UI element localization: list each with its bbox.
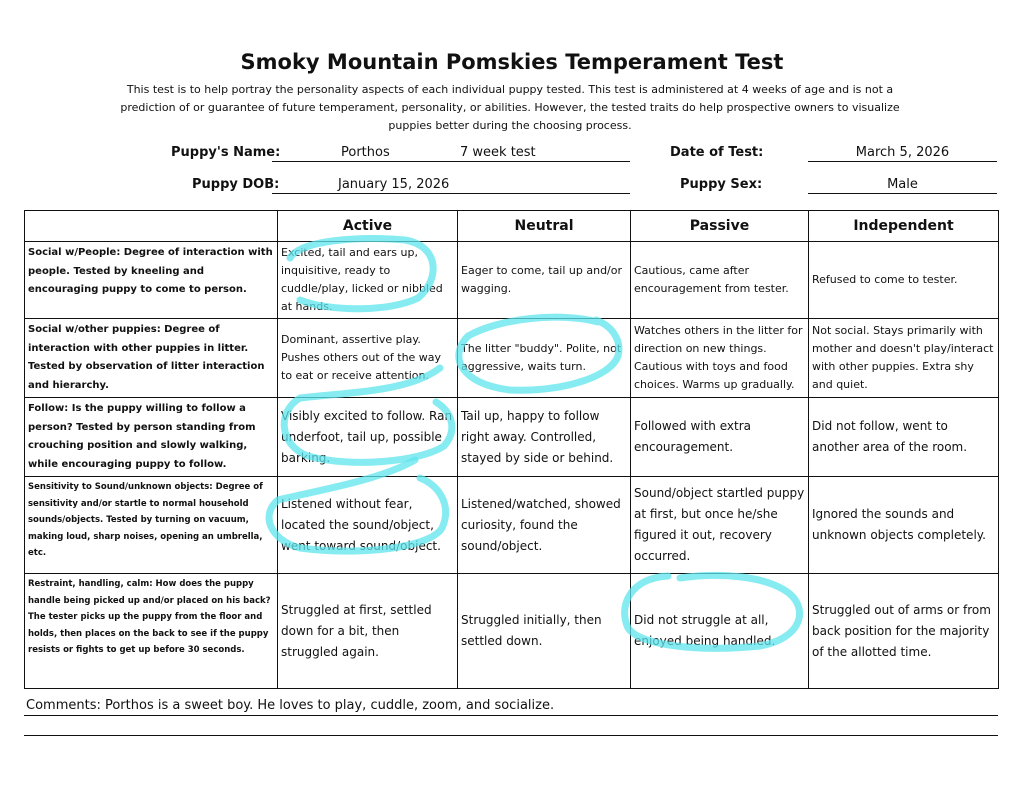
- criterion-social-puppies: Social w/other puppies: Degree of interaction with other puppies in litter. Tested by observation of litter interaction and hierarchy.: [25, 319, 278, 398]
- cell-neutral[interactable]: Struggled initially, then settled down.: [458, 574, 631, 689]
- puppy-dob-value: January 15, 2026: [338, 177, 450, 192]
- cell-passive[interactable]: Watches others in the litter for direction on new things. Cautious with toys and food choices. Warms up gradually.: [631, 319, 809, 398]
- cell-active[interactable]: Dominant, assertive play. Pushes others out of the way to eat or receive attention.: [278, 319, 458, 398]
- cell-neutral[interactable]: Eager to come, tail up and/or wagging.: [458, 242, 631, 319]
- date-of-test-value: March 5, 2026: [855, 145, 950, 160]
- puppy-sex-label: Puppy Sex:: [680, 177, 763, 192]
- puppy-dob-label: Puppy DOB:: [192, 177, 280, 192]
- date-of-test-field[interactable]: [808, 143, 997, 162]
- puppy-name-field[interactable]: [272, 143, 630, 162]
- cell-neutral[interactable]: Listened/watched, showed curiosity, found the sound/object.: [458, 477, 631, 574]
- column-header-independent: Independent: [809, 211, 999, 242]
- table-row: [25, 574, 999, 689]
- puppy-sex-field[interactable]: [808, 175, 997, 194]
- comments-line-2[interactable]: [24, 735, 998, 736]
- criterion-sensitivity: Sensitivity to Sound/unknown objects: Degree of sensitivity and/or startle to normal household sounds/objects. Tested by turning on vacuum, making loud, sharp noises, opening an umbrella, etc.: [25, 477, 278, 574]
- cell-passive[interactable]: Did not struggle at all, enjoyed being handled.: [631, 574, 809, 689]
- puppy-dob-field[interactable]: [272, 175, 630, 194]
- table-row: [25, 242, 999, 319]
- criterion-follow: Follow: Is the puppy willing to follow a person? Tested by person standing from crouching position and slowly walking, while encouraging puppy to follow.: [25, 398, 278, 477]
- temperament-table: [24, 210, 999, 689]
- column-header-passive: Passive: [631, 211, 809, 242]
- header-blank: [25, 211, 278, 242]
- criterion-social-people: Social w/People: Degree of interaction with people. Tested by kneeling and encouraging puppy to come to person.: [25, 242, 278, 319]
- table-row: [25, 398, 999, 477]
- cell-active[interactable]: Struggled at first, settled down for a bit, then struggled again.: [278, 574, 458, 689]
- comments-text: Comments: Porthos is a sweet boy. He loves to play, cuddle, zoom, and socialize.: [26, 698, 555, 713]
- criterion-restraint: Restraint, handling, calm: How does the puppy handle being picked up and/or placed on his back? The tester picks up the puppy from the floor and holds, then places on the back to see if the puppy resists or fights to get up before 30 seconds.: [25, 574, 278, 689]
- cell-passive[interactable]: Followed with extra encouragement.: [631, 398, 809, 477]
- puppy-name-value: Porthos: [341, 145, 390, 160]
- test-note-value: 7 week test: [460, 145, 536, 160]
- header-row: [25, 211, 999, 242]
- cell-neutral[interactable]: The litter "buddy". Polite, not aggressive, waits turn.: [458, 319, 631, 398]
- cell-independent[interactable]: Refused to come to tester.: [809, 242, 999, 319]
- table-row: [25, 319, 999, 398]
- page-title: Smoky Mountain Pomskies Temperament Test: [240, 50, 784, 74]
- cell-active[interactable]: Listened without fear, located the sound/object, went toward sound/object.: [278, 477, 458, 574]
- cell-independent[interactable]: Struggled out of arms or from back position for the majority of the allotted time.: [809, 574, 999, 689]
- cell-passive[interactable]: Sound/object startled puppy at first, but once he/she figured it out, recovery occurred.: [631, 477, 809, 574]
- column-header-active: Active: [278, 211, 458, 242]
- cell-active[interactable]: Excited, tail and ears up, inquisitive, ready to cuddle/play, licked or nibbled at hands.: [278, 242, 458, 319]
- cell-independent[interactable]: Not social. Stays primarily with mother and doesn't play/interact with other puppies. Extra shy and quiet.: [809, 319, 999, 398]
- column-header-neutral: Neutral: [458, 211, 631, 242]
- cell-active[interactable]: Visibly excited to follow. Ran underfoot, tail up, possible barking.: [278, 398, 458, 477]
- date-of-test-label: Date of Test:: [670, 145, 764, 160]
- puppy-sex-value: Male: [887, 177, 918, 192]
- comments-line-1[interactable]: [24, 715, 998, 716]
- table-row: [25, 477, 999, 574]
- cell-independent[interactable]: Did not follow, went to another area of the room.: [809, 398, 999, 477]
- cell-independent[interactable]: Ignored the sounds and unknown objects completely.: [809, 477, 999, 574]
- puppy-name-label: Puppy's Name:: [171, 145, 281, 160]
- cell-passive[interactable]: Cautious, came after encouragement from tester.: [631, 242, 809, 319]
- intro-paragraph: This test is to help portray the personality aspects of each individual puppy tested. This test is administered at 4 weeks of age and is not a prediction of or guarantee of future temperament, personality, or abilities. However, the tested traits do help prospective owners to visualize puppies better during the choosing process.: [120, 83, 900, 132]
- cell-neutral[interactable]: Tail up, happy to follow right away. Controlled, stayed by side or behind.: [458, 398, 631, 477]
